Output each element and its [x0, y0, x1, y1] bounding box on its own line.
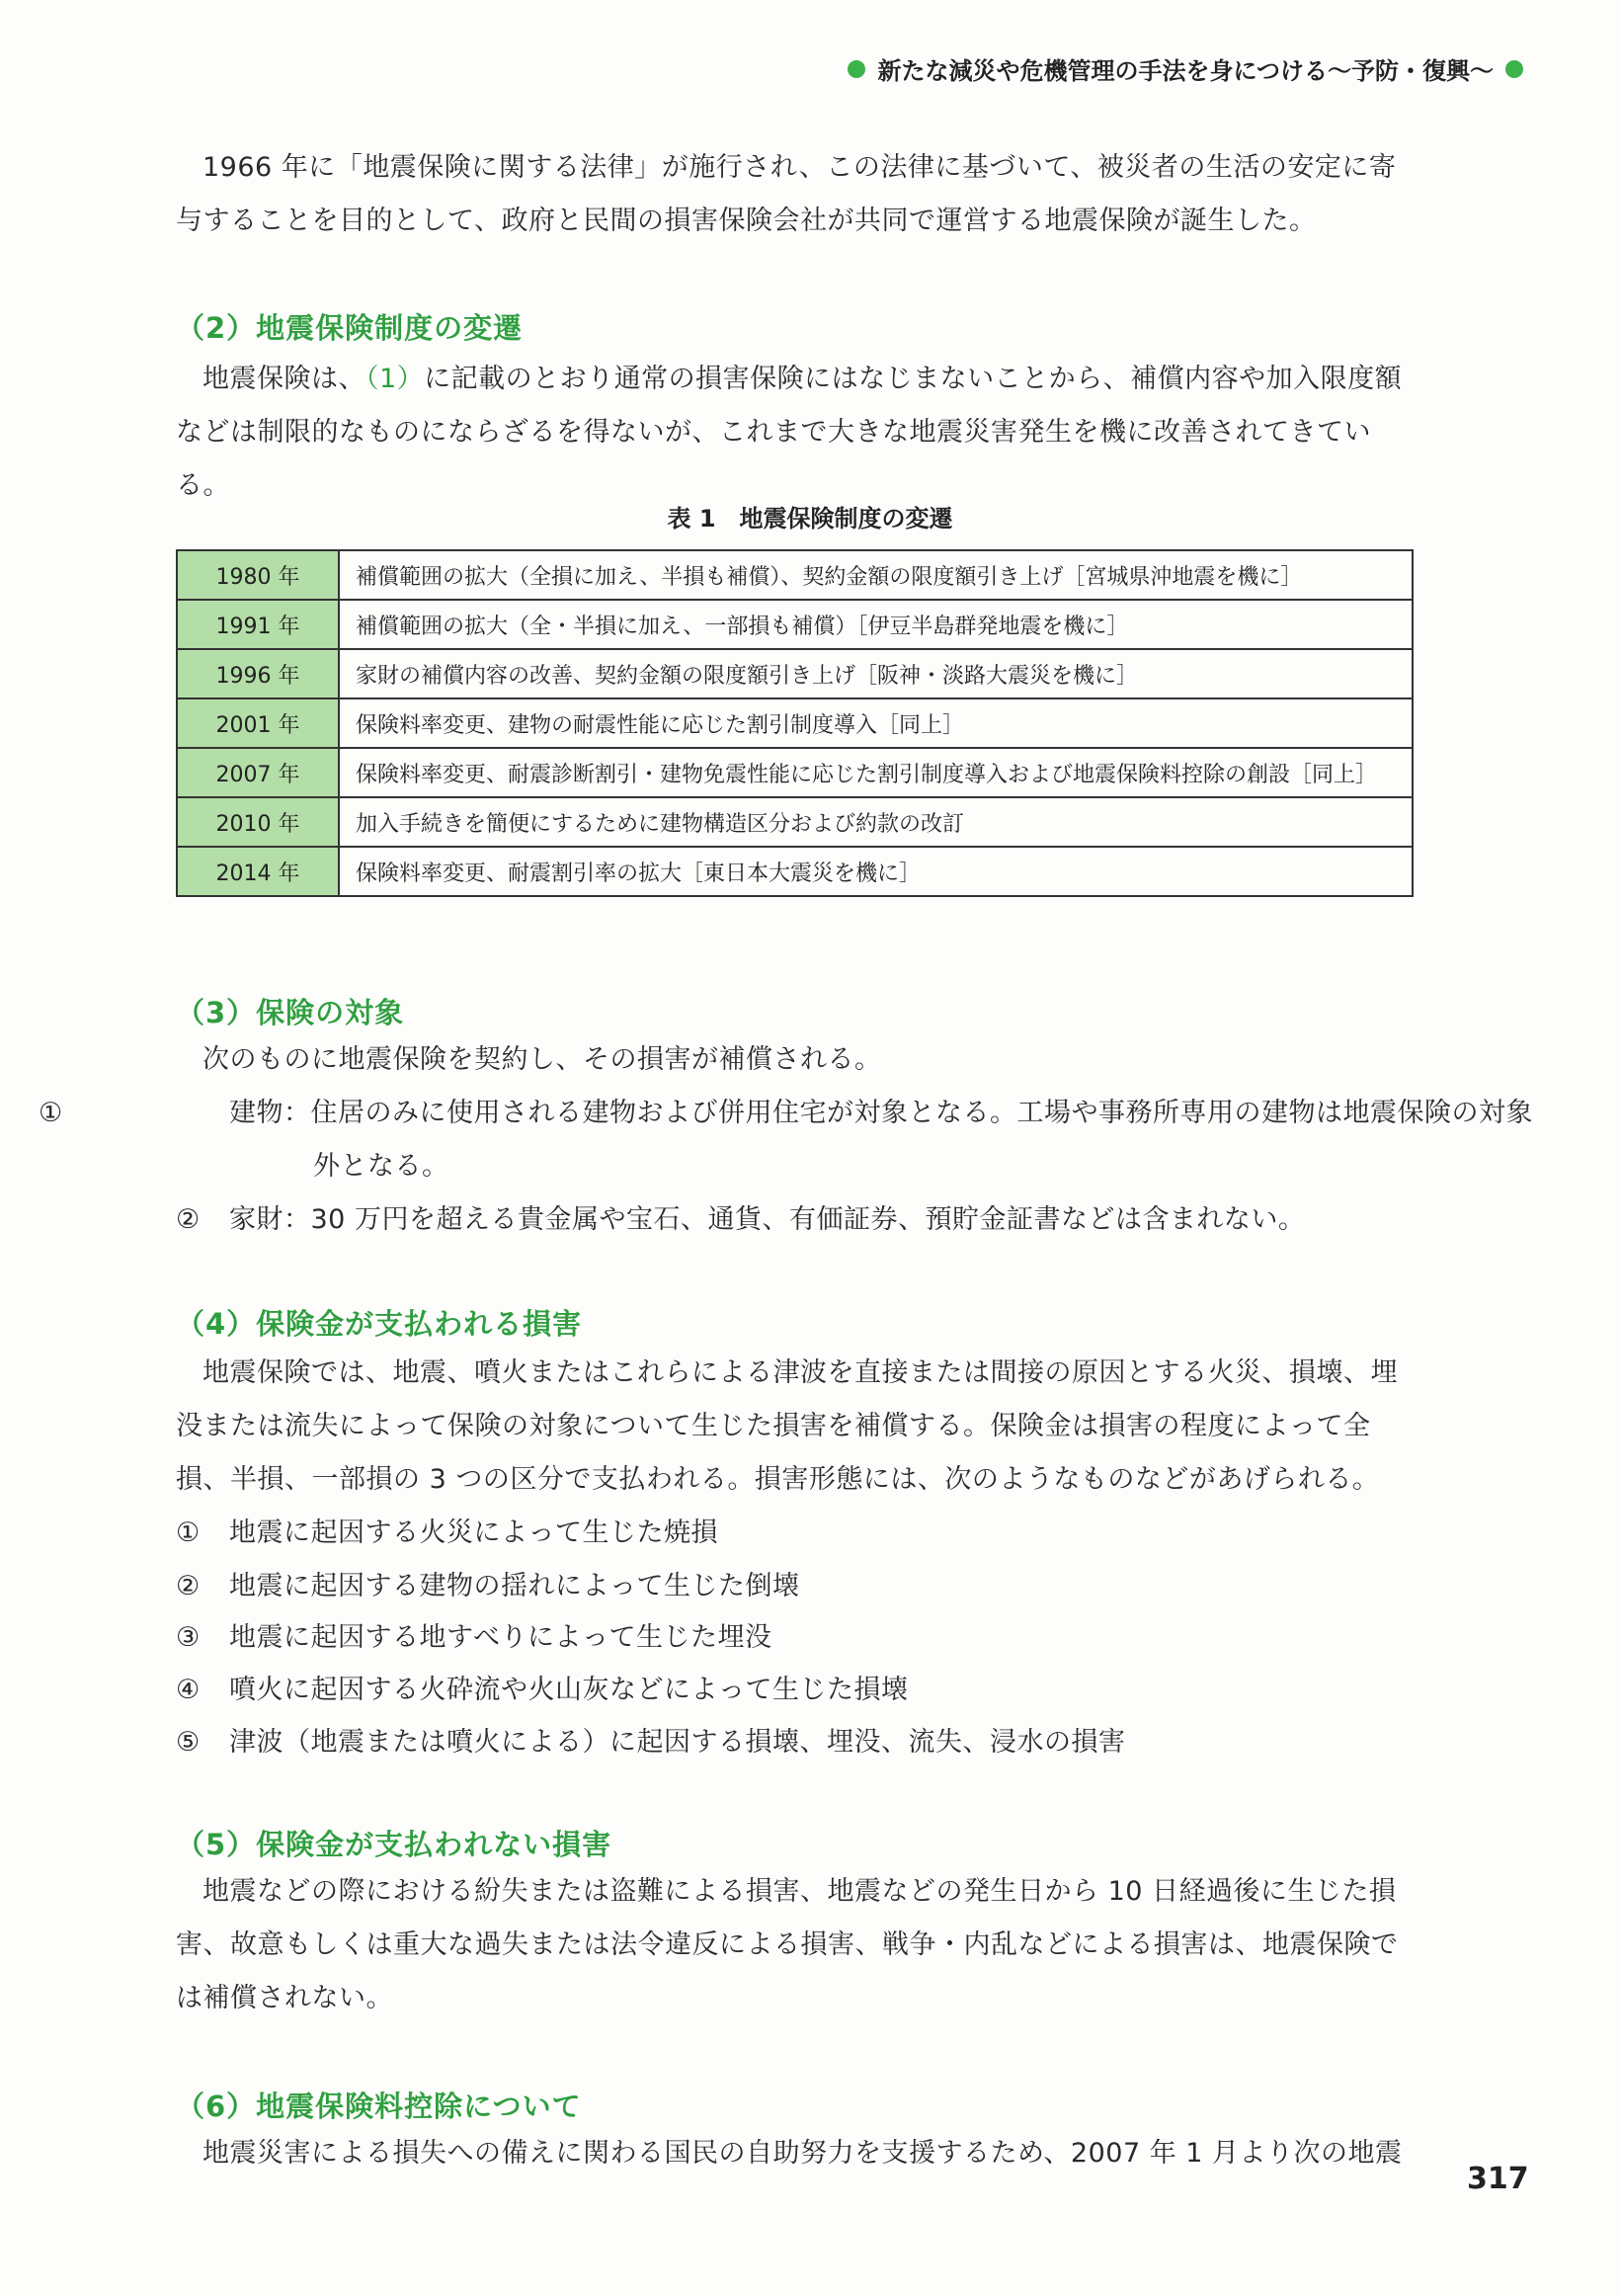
section5-paragraph: 地震などの際における紛失または盗難による損害、地震などの発生日から 10 日経過後に生じた損害、故意もしくは重大な過失または法令違反による損害、戦争・内乱などによる損害は、地震保険では補償されない。: [176, 1876, 1399, 2013]
running-header: [848, 51, 1523, 86]
description-cell: 加入手続きを簡便にするために建物構造区分および約款の改訂: [339, 797, 1413, 847]
list-number: ②: [176, 1571, 201, 1601]
year-cell: 1991 年: [177, 600, 339, 649]
intro-paragraph: 1966 年に「地震保険に関する法律」が施行され、この法律に基づいて、被災者の生活の安定に寄与することを目的として、政府と民間の損害保険会社が共同で運営する地震保険が誕生した。: [176, 152, 1397, 236]
list-number: ④: [176, 1675, 201, 1705]
list-item: [39, 1087, 1553, 1193]
section2-ref: （1）: [365, 364, 425, 394]
year-cell: 2010 年: [177, 797, 339, 847]
description-cell: 保険料率変更、建物の耐震性能に応じた割引制度導入［同上］: [339, 698, 1413, 748]
list-text: 建物：住居のみに使用される建物および併用住宅が対象となる。工場や事務所専用の建物は地震保険の対象外となる。: [229, 1098, 1533, 1182]
year-cell: 1980 年: [177, 550, 339, 600]
list-text: 地震に起因する火災によって生じた焼損: [229, 1517, 718, 1548]
list-text: 地震に起因する建物の揺れによって生じた倒壊: [229, 1571, 800, 1601]
list-item: [176, 1507, 1416, 1560]
year-cell: 2014 年: [177, 847, 339, 896]
list-text: 津波（地震または噴火による）に起因する損壊、埋没、流失、浸水の損害: [229, 1727, 1126, 1758]
list-number: ①: [176, 1517, 201, 1548]
section4-heading: （4）保険金が支払われる損害: [176, 1307, 583, 1341]
list-item: [176, 1611, 1416, 1665]
section6-paragraph: 地震災害による損失への備えに関わる国民の自助努力を支援するため、2007 年 1 月より次の地震: [202, 2138, 1403, 2169]
list-number: ⑤: [176, 1727, 201, 1758]
table-row: [177, 550, 1413, 600]
description-cell: 保険料率変更、耐震診断割引・建物免震性能に応じた割引制度導入および地震保険料控除の創設［同上］: [339, 748, 1413, 797]
section4-paragraph: 地震保険では、地震、噴火またはこれらによる津波を直接または間接の原因とする火災、損壊、埋没または流失によって保険の対象について生じた損害を補償する。保険金は損害の程度によって全損、半損、一部損の 3 つの区分で支払われる。損害形態には、次のようなものなどがあげられる。: [176, 1357, 1398, 1495]
section5-heading: （5）保険金が支払われない損害: [176, 1828, 612, 1861]
list-item: [176, 1716, 1416, 1769]
page-number: 317: [1467, 2162, 1529, 2196]
list-text: 家財：30 万円を超える貴金属や宝石、通貨、有価証券、預貯金証書などは含まれない。: [229, 1204, 1306, 1235]
description-cell: 家財の補償内容の改善、契約金額の限度額引き上げ［阪神・淡路大震災を機に］: [339, 649, 1413, 698]
year-cell: 2007 年: [177, 748, 339, 797]
section6-heading: （6）地震保険料控除について: [176, 2090, 582, 2123]
running-title: 新たな減災や危機管理の手法を身につける〜予防・復興〜: [877, 57, 1494, 85]
description-cell: 補償範囲の拡大（全・半損に加え、一部損も補償）［伊豆半島群発地震を機に］: [339, 600, 1413, 649]
table-row: [177, 698, 1413, 748]
table-caption: 表 1 地震保険制度の変遷: [667, 505, 953, 533]
list-text: 噴火に起因する火砕流や火山灰などによって生じた損壊: [229, 1675, 909, 1705]
section2-text-a: 地震保険は、: [202, 364, 365, 394]
list-text: 地震に起因する地すべりによって生じた埋没: [229, 1622, 772, 1653]
table-row: [177, 847, 1413, 896]
list-item: [176, 1193, 1416, 1247]
section2-paragraph: [176, 353, 1416, 513]
section3-heading: （3）保険の対象: [176, 996, 405, 1029]
section2-heading: （2）地震保険制度の変遷: [176, 311, 524, 345]
description-cell: 補償範囲の拡大（全損に加え、半損も補償）、契約金額の限度額引き上げ［宮城県沖地震を機に］: [339, 550, 1413, 600]
list-item: [176, 1664, 1416, 1717]
list-item: [176, 1560, 1416, 1613]
history-table: [176, 549, 1414, 897]
section2-text-b: に記載のとおり通常の損害保険にはなじまないことから、補償内容や加入限度額などは制限的なものにならざるを得ないが、これまで大きな地震災害発生を機に改善されてきている。: [176, 364, 1403, 501]
table-row: [177, 600, 1413, 649]
year-cell: 1996 年: [177, 649, 339, 698]
table-row: [177, 748, 1413, 797]
list-number: ①: [39, 1098, 63, 1128]
description-cell: 保険料率変更、耐震割引率の拡大［東日本大震災を機に］: [339, 847, 1413, 896]
year-cell: 2001 年: [177, 698, 339, 748]
section3-intro: 次のものに地震保険を契約し、その損害が補償される。: [202, 1044, 882, 1075]
list-number: ②: [176, 1204, 201, 1235]
table-row: [177, 797, 1413, 847]
list-number: ③: [176, 1622, 201, 1653]
table-row: [177, 649, 1413, 698]
green-dot-icon: [1505, 60, 1523, 78]
green-dot-icon: [848, 60, 865, 78]
